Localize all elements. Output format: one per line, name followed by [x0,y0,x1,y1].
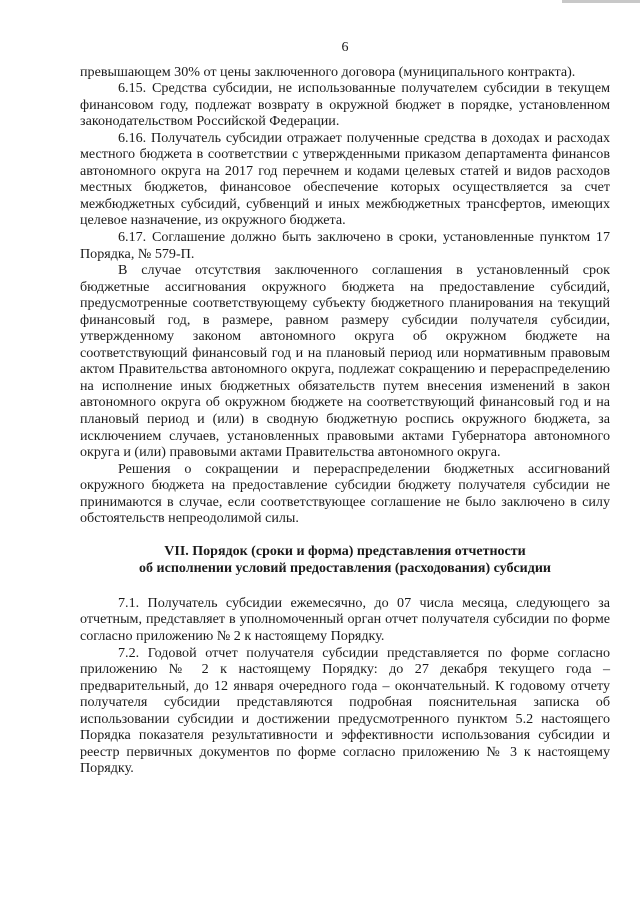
section-title [80,543,610,577]
paragraph-no-agreement: В случае отсутствия заключенного соглашения в установленный срок бюджетные ассигнования окружного бюджета на предоставление субсидий, предусмотренные соответствующему субъекту бюджетного планирования на текущий финансовый год, в размере, равном размеру субсидии получателя субсидии, утвержденному законом автономного округа об окружном бюджете на соответствующий финансовый год и на плановый период или нормативным правовым актом Правительства автономного округа, подлежат сокращению и перераспределению на исполнение иных бюджетных обязательств путем внесения изменений в закон автономного округа об окружном бюджете на соответствующий финансовый год и на плановый период и (или) в сводную бюджетную роспись окружного бюджета, за исключением случаев, установленных правовыми актами Губернатора автономного округа и (или) правовыми актами Правительства автономного округа. [80,262,610,461]
paragraph-7-2: 7.2. Годовой отчет получателя субсидии представляется по форме согласно приложению № 2 к настоящему Порядку: до 27 декабря текущего года – предварительный, до 12 января очередного года – окончательный. К годовому отчету получателя субсидии представляются подробная пояснительная записка об использовании субсидии и достижении предусмотренного пунктом 5.2 настоящего Порядка показателя результативности и эффективности использования субсидии и реестр первичных документов по форме согласно приложению № 3 к настоящему Порядку. [80,644,610,777]
paragraph-7-1: 7.1. Получатель субсидии ежемесячно, до 07 числа месяца, следующего за отчетным, представляет в уполномоченный орган отчет получателя субсидии по форме согласно приложению № 2 к настоящему Порядку. [80,594,610,644]
paragraph-continuation: превышающем 30% от цены заключенного договора (муниципального контракта). [80,63,576,80]
paragraph-decisions: Решения о сокращении и перераспределении бюджетных ассигнований окружного бюджета на предоставление субсидии бюджету получателя субсидии не принимаются в случае, если соответствующее соглашение не было заключено в силу обстоятельств непреодолимой силы. [80,460,610,527]
paragraph-6-15: 6.15. Средства субсидии, не использованные получателем субсидии в текущем финансовом году, подлежат возврату в окружной бюджет в порядке, установленном законодательством Российской Федерации. [80,80,610,130]
page-number: 6 [341,40,349,55]
section-title-line-2: об исполнении условий предоставления (расходования) субсидии [139,560,551,576]
section-title-line-1: VII. Порядок (сроки и форма) представления отчетности [164,543,526,559]
scan-edge-mark [562,0,640,3]
paragraph-6-16: 6.16. Получатель субсидии отражает полученные средства в доходах и расходах местного бюджета в соответствии с утвержденными приказом департамента финансов автономного округа на 2017 год перечнем и кодами целевых статей и видов расходов местных бюджетов, финансовое обеспечение которых осуществляется за счет межбюджетных субсидий, субвенций и иных межбюджетных трансфертов, имеющих целевое назначение, из окружного бюджета. [80,129,610,229]
document-page [80,40,610,777]
paragraph-6-17: 6.17. Соглашение должно быть заключено в сроки, установленные пунктом 17 Порядка, № 579-П. [80,229,610,262]
